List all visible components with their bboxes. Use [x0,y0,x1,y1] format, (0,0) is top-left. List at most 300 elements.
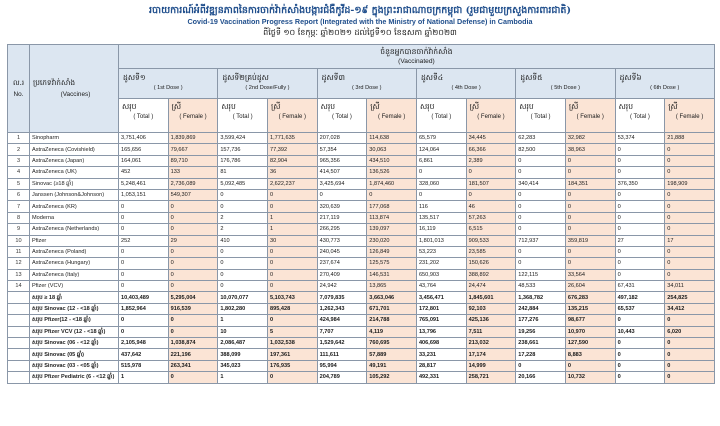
vaccine-name: AstraZeneca (UK) [30,167,119,178]
female-count-cell: 0 [665,144,715,155]
female-count-cell: 221,196 [168,349,218,360]
total-count-cell: 452 [119,167,169,178]
subheader-total-dose-3: សរុប ( Total ) [317,99,367,133]
total-count-cell: 0 [218,189,268,200]
female-count-cell: 8,883 [565,349,615,360]
vaccine-name: សរុប ≥ 18 ឆ្នាំ [30,292,119,303]
subheader-female-dose-6: ស្រី ( Female ) [665,99,715,133]
total-count-cell: 242,884 [516,303,566,314]
report-date-range: ពីថ្ងៃទី ១០ ខែកុម្ភៈ ឆ្នាំ២០២១ ដល់ថ្ងៃទី១០ ខែឧសភា ឆ្នាំ២០២៣ [263,28,457,37]
female-count-cell: 17,174 [466,349,516,360]
female-count-cell: 24,474 [466,281,516,292]
column-header-vaccines: ប្រភេទវ៉ាក់សាំង (Vaccines) [30,45,119,133]
total-count-cell: 240,045 [317,246,367,257]
total-count-cell: 67,431 [615,281,665,292]
total-count-cell: 1 [218,372,268,383]
subheader-female-dose-3: ស្រី ( Female ) [367,99,417,133]
female-count-cell: 133 [168,167,218,178]
total-count-cell: 437,642 [119,349,169,360]
total-count-cell: 10,070,077 [218,292,268,303]
row-number: 3 [8,155,30,166]
total-count-cell: 712,937 [516,235,566,246]
table-row [8,155,715,166]
female-count-cell: 0 [665,360,715,371]
vaccine-name: សរុប Pfizer(12 - <18 ឆ្នាំ) [30,315,119,326]
vaccine-name: AstraZeneca (Italy) [30,269,119,280]
female-count-cell: 82,904 [267,155,317,166]
vaccine-name: AstraZeneca (Netherlands) [30,224,119,235]
subheader-female-dose-2: ស្រី ( Female ) [267,99,317,133]
subheader-female-dose-4: ស្រី ( Female ) [466,99,516,133]
female-count-cell: 10,970 [565,326,615,337]
table-row [8,258,715,269]
female-count-cell: 254,825 [665,292,715,303]
female-count-cell: 30,063 [367,144,417,155]
female-count-cell: 181,507 [466,178,516,189]
female-count-cell: 0 [168,246,218,257]
vaccination-table [7,44,715,384]
female-count-cell: 549,307 [168,189,218,200]
total-count-cell: 0 [615,338,665,349]
female-count-cell: 49,191 [367,360,417,371]
female-count-cell: 434,510 [367,155,417,166]
total-count-cell: 53,374 [615,133,665,144]
total-count-cell: 0 [119,281,169,292]
total-count-cell: 13,796 [416,326,466,337]
table-total-row [8,372,715,383]
total-count-cell: 0 [119,326,169,337]
total-count-cell: 5,092,485 [218,178,268,189]
table-row [8,178,715,189]
table-row [8,224,715,235]
total-count-cell: 2 [218,224,268,235]
total-count-cell: 157,736 [218,144,268,155]
dose-header-1: ដូសទី១ ( 1st Dose ) [119,69,218,99]
total-count-cell: 16,119 [416,224,466,235]
female-count-cell: 258,721 [466,372,516,383]
female-count-cell: 0 [267,372,317,383]
female-count-cell: 125,575 [367,258,417,269]
total-count-cell: 0 [516,360,566,371]
total-count-cell: 0 [416,189,466,200]
total-count-cell: 24,942 [317,281,367,292]
female-count-cell: 0 [466,189,516,200]
total-count-cell: 0 [119,201,169,212]
total-count-cell: 1,801,013 [416,235,466,246]
total-count-cell: 0 [615,360,665,371]
total-count-cell: 231,202 [416,258,466,269]
female-count-cell: 13,865 [367,281,417,292]
row-number: 11 [8,246,30,257]
female-count-cell: 4,119 [367,326,417,337]
total-count-cell: 10,403,489 [119,292,169,303]
row-number: 2 [8,144,30,155]
total-count-cell: 492,331 [416,372,466,383]
female-count-cell: 30 [267,235,317,246]
total-count-cell: 27 [615,235,665,246]
total-count-cell: 0 [615,167,665,178]
total-count-cell: 965,356 [317,155,367,166]
female-count-cell: 34,412 [665,303,715,314]
total-count-cell: 0 [218,269,268,280]
female-count-cell: 0 [565,155,615,166]
vaccine-name: AstraZeneca (Poland) [30,246,119,257]
female-count-cell: 136,526 [367,167,417,178]
total-count-cell: 7,707 [317,326,367,337]
female-count-cell: 0 [168,212,218,223]
female-count-cell: 1,845,601 [466,292,516,303]
female-count-cell: 79,667 [168,144,218,155]
row-number: 4 [8,167,30,178]
female-count-cell: 0 [168,326,218,337]
subheader-total-dose-6: សរុប ( Total ) [615,99,665,133]
female-count-cell: 10,732 [565,372,615,383]
female-count-cell: 113,874 [367,212,417,223]
female-count-cell: 916,539 [168,303,218,314]
dose-header-4: ដូសទី៤ ( 4th Dose ) [416,69,515,99]
table-total-row [8,292,715,303]
female-count-cell: 126,849 [367,246,417,257]
total-count-cell: 204,789 [317,372,367,383]
total-count-cell: 650,903 [416,269,466,280]
female-count-cell: 184,351 [565,178,615,189]
dose-header-6: ដូសទី៦ ( 6th Dose ) [615,69,714,99]
table-row [8,269,715,280]
total-count-cell: 1,262,343 [317,303,367,314]
row-number: 8 [8,212,30,223]
total-count-cell: 0 [615,269,665,280]
female-count-cell: 0 [168,372,218,383]
total-count-cell: 0 [615,224,665,235]
total-count-cell: 0 [119,224,169,235]
female-count-cell: 1,839,869 [168,133,218,144]
table-row [8,201,715,212]
table-row [8,133,715,144]
total-count-cell: 95,994 [317,360,367,371]
female-count-cell: 0 [168,281,218,292]
total-count-cell: 238,661 [516,338,566,349]
total-count-cell: 0 [615,349,665,360]
total-count-cell: 124,064 [416,144,466,155]
total-count-cell: 111,611 [317,349,367,360]
total-count-cell: 57,354 [317,144,367,155]
total-count-cell: 0 [615,212,665,223]
vaccine-name: សរុប Pfizer Pediatric (6 - <12 ឆ្នាំ) [30,372,119,383]
total-count-cell: 3,456,471 [416,292,466,303]
vaccine-name: AstraZeneca (Japan) [30,155,119,166]
female-count-cell: 0 [665,315,715,326]
vaccine-name: Moderna [30,212,119,223]
total-count-cell: 1,368,782 [516,292,566,303]
subheader-total-dose-5: សរុប ( Total ) [516,99,566,133]
female-count-cell: 0 [267,258,317,269]
female-count-cell: 5 [267,326,317,337]
female-count-cell: 230,020 [367,235,417,246]
female-count-cell: 0 [665,212,715,223]
total-count-cell: 0 [119,212,169,223]
total-count-cell: 65,537 [615,303,665,314]
total-count-cell: 3,599,424 [218,133,268,144]
table-total-row [8,338,715,349]
total-count-cell: 2,105,948 [119,338,169,349]
table-total-row [8,326,715,337]
vaccine-name: Pfizer (VCV) [30,281,119,292]
total-count-cell: 33,231 [416,349,466,360]
female-count-cell: 0 [665,201,715,212]
total-count-cell: 1,802,280 [218,303,268,314]
total-count-cell: 53,223 [416,246,466,257]
total-count-cell: 164,061 [119,155,169,166]
total-count-cell: 7,079,835 [317,292,367,303]
table-row [8,212,715,223]
female-count-cell: 0 [665,246,715,257]
total-count-cell: 48,533 [516,281,566,292]
female-count-cell: 909,533 [466,235,516,246]
female-count-cell: 23,585 [466,246,516,257]
female-count-cell: 213,032 [466,338,516,349]
row-number [8,292,30,303]
total-count-cell: 0 [218,258,268,269]
female-count-cell: 6,515 [466,224,516,235]
column-header-no: ល.រ No. [8,45,30,133]
total-count-cell: 388,099 [218,349,268,360]
total-count-cell: 135,517 [416,212,466,223]
female-count-cell: 1 [267,212,317,223]
row-number [8,303,30,314]
female-count-cell: 139,097 [367,224,417,235]
total-count-cell: 410 [218,235,268,246]
female-count-cell: 0 [367,189,417,200]
total-count-cell: 6,861 [416,155,466,166]
total-count-cell: 0 [516,155,566,166]
row-number [8,360,30,371]
female-count-cell: 760,695 [367,338,417,349]
female-count-cell: 92,103 [466,303,516,314]
female-count-cell: 66,366 [466,144,516,155]
female-count-cell: 57,889 [367,349,417,360]
total-count-cell: 0 [615,372,665,383]
total-count-cell: 0 [516,212,566,223]
female-count-cell: 0 [267,201,317,212]
total-count-cell: 406,698 [416,338,466,349]
total-count-cell: 0 [615,144,665,155]
row-number: 7 [8,201,30,212]
female-count-cell: 0 [168,201,218,212]
total-count-cell: 0 [218,246,268,257]
row-number: 14 [8,281,30,292]
vaccine-name: Pfizer [30,235,119,246]
total-count-cell: 2,086,487 [218,338,268,349]
female-count-cell: 77,392 [267,144,317,155]
row-number [8,315,30,326]
total-count-cell: 0 [516,201,566,212]
total-count-cell: 0 [516,189,566,200]
total-count-cell: 2 [218,212,268,223]
table-row [8,246,715,257]
female-count-cell: 0 [665,189,715,200]
female-count-cell: 0 [665,167,715,178]
total-count-cell: 1,529,642 [317,338,367,349]
total-count-cell: 65,579 [416,133,466,144]
total-count-cell: 10 [218,326,268,337]
total-count-cell: 414,507 [317,167,367,178]
female-count-cell: 671,701 [367,303,417,314]
female-count-cell: 14,999 [466,360,516,371]
total-count-cell: 116 [416,201,466,212]
total-count-cell: 10,443 [615,326,665,337]
female-count-cell: 388,892 [466,269,516,280]
female-count-cell: 36 [267,167,317,178]
female-count-cell: 425,136 [466,315,516,326]
female-count-cell: 2,622,237 [267,178,317,189]
total-count-cell: 0 [516,167,566,178]
female-count-cell: 32,982 [565,133,615,144]
female-count-cell: 0 [665,269,715,280]
female-count-cell: 89,710 [168,155,218,166]
total-count-cell: 0 [516,258,566,269]
total-count-cell: 320,639 [317,201,367,212]
row-number: 6 [8,189,30,200]
total-count-cell: 237,674 [317,258,367,269]
total-count-cell: 0 [119,315,169,326]
female-count-cell: 0 [665,258,715,269]
total-count-cell: 122,115 [516,269,566,280]
row-number [8,349,30,360]
row-number: 1 [8,133,30,144]
female-count-cell: 263,341 [168,360,218,371]
total-count-cell: 0 [119,246,169,257]
row-number: 10 [8,235,30,246]
table-total-row [8,349,715,360]
total-count-cell: 0 [615,246,665,257]
total-count-cell: 0 [516,224,566,235]
female-count-cell: 214,788 [367,315,417,326]
total-count-cell: 430,773 [317,235,367,246]
vaccine-name: Sinovac (≥18 ឆ្នាំ) [30,178,119,189]
total-count-cell: 3,751,406 [119,133,169,144]
subheader-total-dose-1: សរុប ( Total ) [119,99,169,133]
table-row [8,235,715,246]
female-count-cell: 0 [665,372,715,383]
female-count-cell: 38,963 [565,144,615,155]
row-number [8,338,30,349]
total-count-cell: 0 [416,167,466,178]
female-count-cell: 0 [168,315,218,326]
vaccine-name: សរុប Sinovac (12 - <18 ឆ្នាំ) [30,303,119,314]
row-number [8,326,30,337]
total-count-cell: 82,500 [516,144,566,155]
female-count-cell: 0 [267,246,317,257]
female-count-cell: 105,292 [367,372,417,383]
vaccine-name: សរុប Sinovac (05 ឆ្នាំ) [30,349,119,360]
dose-header-2: ដូសទី២គ្រប់ដូស ( 2nd Dose/Fully ) [218,69,317,99]
female-count-cell: 0 [665,224,715,235]
female-count-cell: 127,590 [565,338,615,349]
vaccine-name: Sinopharm [30,133,119,144]
table-total-row [8,303,715,314]
total-count-cell: 28,817 [416,360,466,371]
total-count-cell: 0 [516,246,566,257]
female-count-cell: 135,215 [565,303,615,314]
female-count-cell: 150,626 [466,258,516,269]
vaccinated-group-header: ចំនួនអ្នកបានចាក់វ៉ាក់សាំង (Vaccinated) [119,45,715,69]
subheader-female-dose-5: ស្រី ( Female ) [565,99,615,133]
female-count-cell: 0 [565,258,615,269]
total-count-cell: 177,276 [516,315,566,326]
table-row [8,189,715,200]
total-count-cell: 0 [615,258,665,269]
row-number: 13 [8,269,30,280]
total-count-cell: 424,984 [317,315,367,326]
female-count-cell: 1 [267,224,317,235]
vaccine-name: AstraZeneca (Covishield) [30,144,119,155]
female-count-cell: 33,564 [565,269,615,280]
female-count-cell: 46 [466,201,516,212]
subheader-total-dose-4: សរុប ( Total ) [416,99,466,133]
total-count-cell: 207,028 [317,133,367,144]
female-count-cell: 0 [267,315,317,326]
total-count-cell: 172,801 [416,303,466,314]
female-count-cell: 0 [565,246,615,257]
total-count-cell: 252 [119,235,169,246]
total-count-cell: 62,283 [516,133,566,144]
subheader-female-dose-1: ស្រី ( Female ) [168,99,218,133]
female-count-cell: 0 [565,224,615,235]
female-count-cell: 0 [267,189,317,200]
total-count-cell: 176,786 [218,155,268,166]
female-count-cell: 2,389 [466,155,516,166]
female-count-cell: 57,263 [466,212,516,223]
female-count-cell: 0 [665,155,715,166]
total-count-cell: 765,091 [416,315,466,326]
total-count-cell: 0 [218,281,268,292]
female-count-cell: 114,638 [367,133,417,144]
vaccine-name: សរុប Sinovac (03 - <05 ឆ្នាំ) [30,360,119,371]
female-count-cell: 5,295,004 [168,292,218,303]
report-header [5,4,715,38]
female-count-cell: 1,032,538 [267,338,317,349]
title-khmer: របាយការណ៍អំពីវឌ្ឍនភាពនៃការចាក់វ៉ាក់សាំងបង្ការជំងឺកូវីដ-១៩ ក្នុងព្រះរាជាណាចក្រកម្ពុជា (រួមជាមួយក្រសួងការពារជាតិ) [149,5,571,16]
female-count-cell: 1,771,635 [267,133,317,144]
total-count-cell: 0 [615,201,665,212]
table-total-row [8,360,715,371]
total-count-cell: 1,852,964 [119,303,169,314]
female-count-cell: 21,888 [665,133,715,144]
female-count-cell: 198,909 [665,178,715,189]
dose-header-5: ដូសទី៥ ( 5th Dose ) [516,69,615,99]
total-count-cell: 0 [317,189,367,200]
total-count-cell: 328,060 [416,178,466,189]
female-count-cell: 1,038,874 [168,338,218,349]
total-count-cell: 497,182 [615,292,665,303]
total-count-cell: 1 [119,372,169,383]
female-count-cell: 146,531 [367,269,417,280]
total-count-cell: 3,425,694 [317,178,367,189]
female-count-cell: 0 [565,189,615,200]
total-count-cell: 270,409 [317,269,367,280]
table-total-row [8,315,715,326]
total-count-cell: 376,350 [615,178,665,189]
female-count-cell: 1,874,460 [367,178,417,189]
row-number: 9 [8,224,30,235]
total-count-cell: 19,256 [516,326,566,337]
female-count-cell: 17 [665,235,715,246]
total-count-cell: 266,295 [317,224,367,235]
table-row [8,144,715,155]
female-count-cell: 98,677 [565,315,615,326]
total-count-cell: 0 [218,201,268,212]
female-count-cell: 176,935 [267,360,317,371]
